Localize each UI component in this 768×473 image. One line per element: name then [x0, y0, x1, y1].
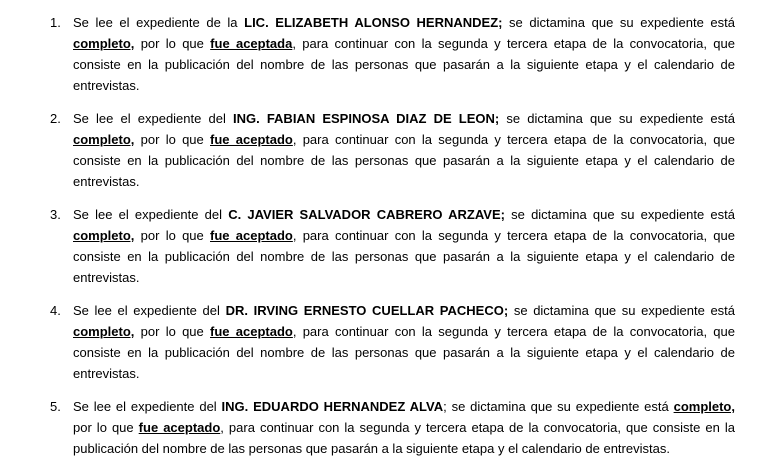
item-text-pre: Se lee el expediente del — [73, 111, 233, 126]
item-number: 5. — [50, 399, 61, 414]
person-name: DR. IRVING ERNESTO CUELLAR PACHECO; — [225, 303, 509, 318]
status-aceptado: fue aceptado — [210, 324, 293, 339]
item-text-pre: Se lee el expediente de la — [73, 15, 245, 30]
item-paragraph — [73, 12, 735, 96]
status-completo: completo, — [73, 36, 135, 51]
item-paragraph — [73, 108, 735, 192]
item-text-post: , para continuar con la segunda y tercera etapa de la convocatoria, que consiste en la publicación del nombre de las personas que pasarán a la siguiente etapa y el calendario de entrevistas. — [73, 228, 735, 285]
item-number: 1. — [50, 15, 61, 30]
status-completo: completo, — [73, 132, 135, 147]
item-text-post: , para continuar con la segunda y tercera etapa de la convocatoria, que consiste en la publicación del nombre de las personas que pasarán a la siguiente etapa y el calendario de entrevistas. — [73, 420, 736, 456]
person-name: C. JAVIER SALVADOR CABRERO ARZAVE; — [228, 207, 505, 222]
item-text-mid2: por lo que — [134, 324, 211, 339]
item-text-mid2: por lo que — [134, 36, 211, 51]
item-text-mid: se dictamina que su expediente está — [504, 207, 736, 222]
item-text-mid: ; se dictamina que su expediente está — [443, 399, 674, 414]
item-text-pre: Se lee el expediente del — [73, 207, 229, 222]
person-name: ING. EDUARDO HERNANDEZ ALVA — [221, 399, 444, 414]
status-aceptado: fue aceptada — [210, 36, 293, 51]
item-text-post: , para continuar con la segunda y tercera etapa de la convocatoria, que consiste en la publicación del nombre de las personas que pasarán a la siguiente etapa y el calendario de entrevistas. — [73, 36, 735, 93]
status-aceptado: fue aceptado — [210, 228, 293, 243]
item-text-mid2: por lo que — [134, 132, 211, 147]
item-text-mid: se dictamina que su expediente está — [508, 303, 736, 318]
item-text-mid2: por lo que — [134, 228, 211, 243]
item-number: 3. — [50, 207, 61, 222]
status-aceptado: fue aceptado — [210, 132, 293, 147]
item-text-pre: Se lee el expediente del — [73, 399, 222, 414]
item-paragraph — [73, 204, 735, 288]
item-text-post: , para continuar con la segunda y tercera etapa de la convocatoria, que consiste en la publicación del nombre de las personas que pasarán a la siguiente etapa y el calendario de entrevistas. — [73, 132, 735, 189]
item-paragraph — [73, 300, 735, 384]
item-text-pre: Se lee el expediente del — [73, 303, 226, 318]
status-aceptado: fue aceptado — [138, 420, 221, 435]
status-completo: completo, — [73, 228, 135, 243]
item-text-post: , para continuar con la segunda y tercera etapa de la convocatoria, que consiste en la publicación del nombre de las personas que pasarán a la siguiente etapa y el calendario de entrevistas. — [73, 324, 735, 381]
item-number: 4. — [50, 303, 61, 318]
item-text-mid2: por lo que — [73, 420, 139, 435]
person-name: ING. FABIAN ESPINOSA DIAZ DE LEON; — [232, 111, 500, 126]
item-text-mid: se dictamina que su expediente está — [502, 15, 735, 30]
status-completo: completo, — [673, 399, 735, 414]
item-paragraph — [73, 396, 735, 459]
status-completo: completo, — [73, 324, 135, 339]
item-number: 2. — [50, 111, 61, 126]
item-text-mid: se dictamina que su expediente está — [499, 111, 736, 126]
person-name: LIC. ELIZABETH ALONSO HERNANDEZ; — [244, 15, 503, 30]
